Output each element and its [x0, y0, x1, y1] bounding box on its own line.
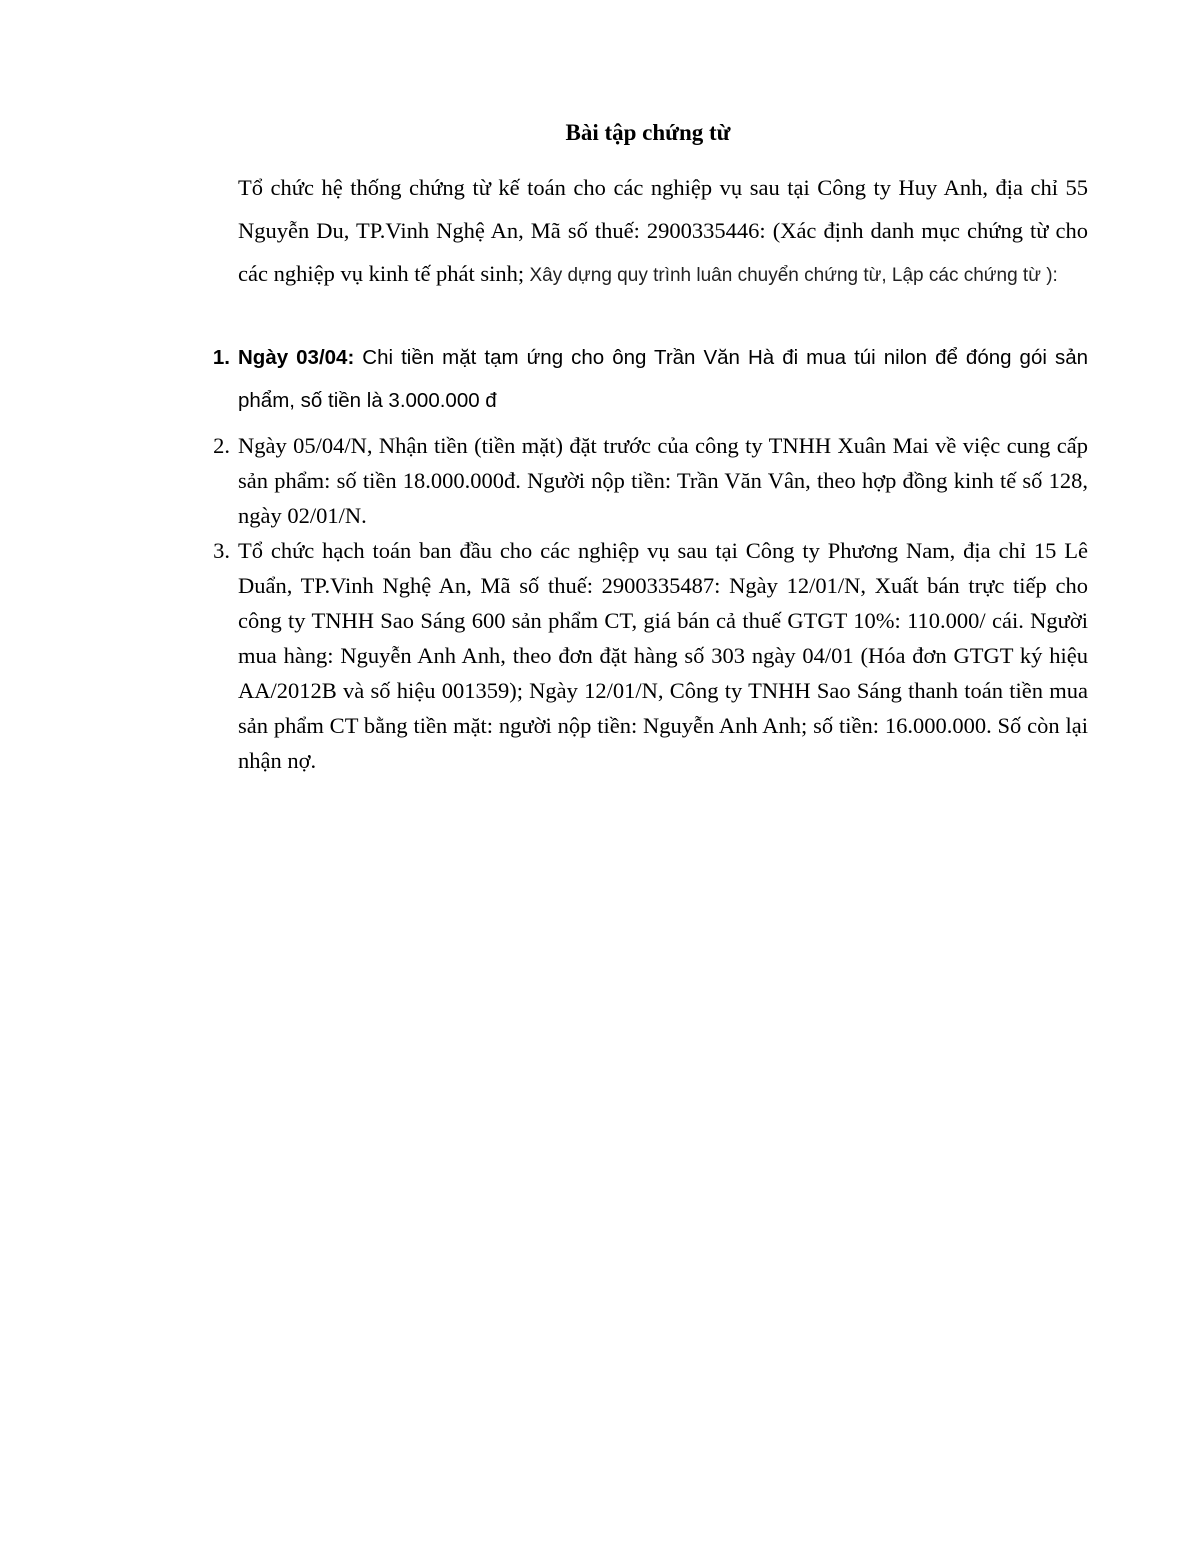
- list-item-text: Tổ chức hạch toán ban đầu cho các nghiệp vụ sau tại Công ty Phương Nam, địa chỉ 15 Lê Duẩn, TP.Vinh Nghệ An, Mã số thuế: 2900335487: Ngày 12/01/N, Xuất bán trực tiếp cho công ty TNHH Sao Sáng 600 sản phẩm CT, giá bán cả thuế GTGT 10%: 110.000/ cái. Người mua hàng: Nguyễn Anh Anh, theo đơn đặt hàng số 303 ngày 04/01 (Hóa đơn GTGT ký hiệu AA/2012B và số hiệu 001359); Ngày 12/01/N, Công ty TNHH Sao Sáng thanh toán tiền mua sản phẩm CT bằng tiền mặt: người nộp tiền: Nguyễn Anh Anh; số tiền: 16.000.000. Số còn lại nhận nợ.: [238, 538, 1088, 773]
- intro-paragraph: [238, 166, 1088, 297]
- list-item-lead: Ngày 03/04:: [238, 346, 355, 369]
- list-item-2: [213, 428, 1088, 533]
- intro-tail-text: Xây dựng quy trình luân chuyển chứng từ, Lập các chứng từ ):: [524, 265, 1058, 286]
- list-item-number: 3.: [213, 538, 230, 563]
- intro-main-text: Tổ chức hệ thống chứng từ kế toán cho các nghiệp vụ sau tại Công ty Huy Anh, địa chỉ 55 Nguyễn Du, TP.Vinh Nghệ An, Mã số thuế: 2900335446: (Xác định danh mục chứng từ cho các nghiệp vụ kinh tế phát sinh;: [238, 175, 1088, 286]
- list-item-number: 1.: [212, 346, 230, 369]
- list-item-text: Ngày 05/04/N, Nhận tiền (tiền mặt) đặt trước của công ty TNHH Xuân Mai về việc cung cấp sản phẩm: số tiền 18.000.000đ. Người nộp tiền: Trần Văn Vân, theo hợp đồng kinh tế số 128, ngày 02/01/N.: [238, 433, 1088, 528]
- list-item-number: 2.: [213, 433, 230, 458]
- document-title: Bài tập chứng từ: [565, 120, 731, 145]
- list-item-text: Chi tiền mặt tạm ứng cho ông Trần Văn Hà đi mua túi nilon để đóng gói sản phẩm, số tiền là 3.000.000 đ: [238, 346, 1088, 412]
- list-item-1: [212, 336, 1088, 422]
- list-item-3: [213, 533, 1088, 778]
